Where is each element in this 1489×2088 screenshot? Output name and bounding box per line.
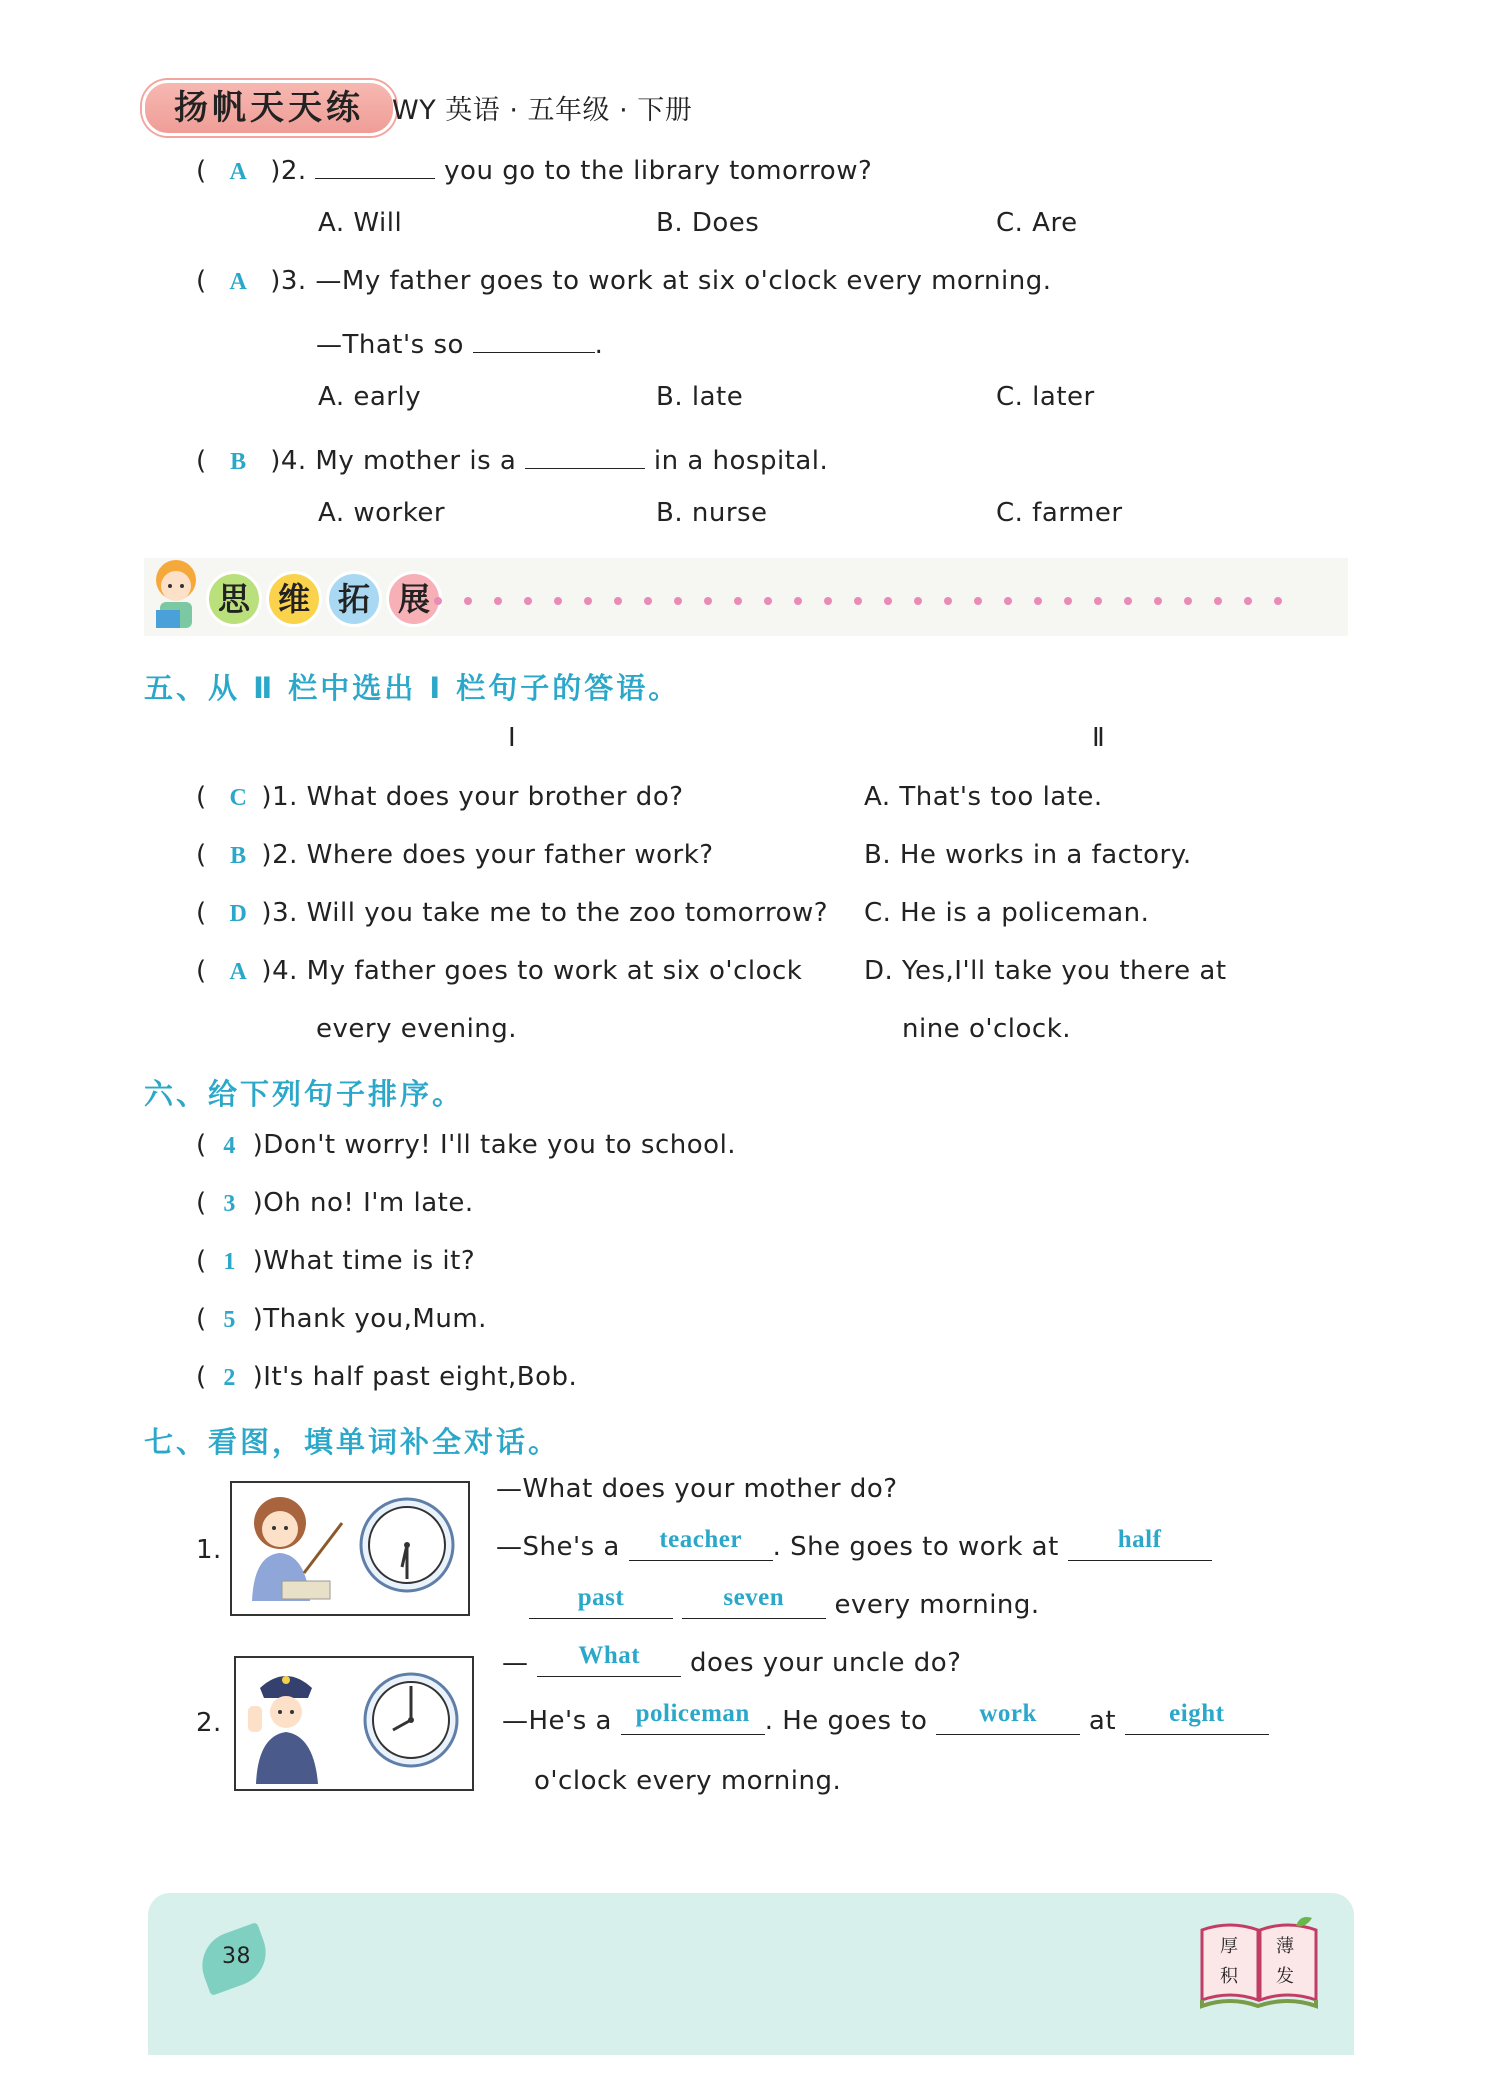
answer-blank [315,150,435,179]
page-number: 38 [222,1944,251,1969]
banner-title: 思 维 拓 展 [206,571,446,627]
girl-reading-icon [146,556,206,642]
order-row: ( 3 )Oh no! I'm late. [196,1188,474,1218]
question-3-reply: —That's so . [316,324,603,360]
match-option-d-cont: nine o'clock. [902,1014,1072,1044]
option-c: C. Are [996,208,1078,238]
dialogue-1-line-3: past seven every morning. [529,1590,1040,1620]
book-icon: 厚 薄 积 发 [1196,1916,1322,2012]
order-row: ( 4 )Don't worry! I'll take you to school. [196,1130,737,1160]
match-option-a: A. That's too late. [864,782,1103,812]
question-3: ( A )3. —My father goes to work at six o'clock every morning. [196,266,1052,296]
answer-blank: policeman [621,1706,765,1735]
order-row: ( 5 )Thank you,Mum. [196,1304,487,1334]
answer-blank: eight [1125,1706,1269,1735]
answer-blank: What [537,1648,681,1677]
dialogue-2-line-3: o'clock every morning. [534,1766,842,1796]
option-a: A. worker [318,498,446,528]
dot-divider [434,597,1282,605]
answer-blank: seven [682,1590,826,1619]
book-subtitle: WY 英语 · 五年级 · 下册 [392,95,693,126]
match-option-d: D. Yes,I'll take you there at [864,956,1227,986]
match-row-4-cont: every evening. [316,1014,518,1044]
section-5-title: 五、从 Ⅱ 栏中选出 Ⅰ 栏句子的答语。 [144,671,681,705]
option-a: A. early [318,382,422,412]
teacher-clock-picture [230,1481,470,1616]
match-option-c: C. He is a policeman. [864,898,1150,928]
item-1-number: 1. [196,1535,222,1565]
footer-band [148,1893,1354,2055]
dialogue-1-line-1: —What does your mother do? [496,1474,898,1504]
section-7-title: 七、看图，填单词补全对话。 [144,1425,561,1459]
answer-mark: A [229,159,248,185]
answer-blank [473,324,595,353]
option-b: B. nurse [656,498,768,528]
question-2: ( A )2. you go to the library tomorrow? [196,150,872,186]
question-4: ( B )4. My mother is a in a hospital. [196,440,828,476]
match-row-3: ( D )3. Will you take me to the zoo tomorrow? [196,898,829,928]
option-c: C. farmer [996,498,1123,528]
match-row-2: ( B )2. Where does your father work? [196,840,714,870]
column-2-label: Ⅱ [1092,723,1106,752]
option-a: A. Will [318,208,403,238]
answer-mark: A [229,269,248,295]
item-2-number: 2. [196,1708,222,1738]
match-option-b: B. He works in a factory. [864,840,1192,870]
dialogue-2-line-1: — What does your uncle do? [502,1642,962,1678]
dialogue-2-line-2: —He's a policeman . He goes to work at eight [502,1706,1269,1736]
brand-badge: 扬帆天天练 [142,80,396,136]
policeman-clock-picture [234,1656,474,1791]
order-row: ( 1 )What time is it? [196,1246,476,1276]
option-c: C. later [996,382,1095,412]
answer-mark: B [230,449,247,475]
match-row-4: ( A )4. My father goes to work at six o'clock [196,956,803,986]
answer-blank: teacher [629,1532,773,1561]
answer-blank: work [936,1706,1080,1735]
column-1-label: Ⅰ [508,723,517,752]
answer-blank [525,440,645,469]
match-row-1: ( C )1. What does your brother do? [196,782,684,812]
answer-blank: past [529,1590,673,1619]
option-b: B. Does [656,208,760,238]
dialogue-1-line-2: —She's a teacher . She goes to work at half [496,1532,1212,1562]
order-row: ( 2 )It's half past eight,Bob. [196,1362,578,1392]
section-6-title: 六、给下列句子排序。 [144,1077,465,1111]
answer-blank: half [1068,1532,1212,1561]
option-b: B. late [656,382,744,412]
